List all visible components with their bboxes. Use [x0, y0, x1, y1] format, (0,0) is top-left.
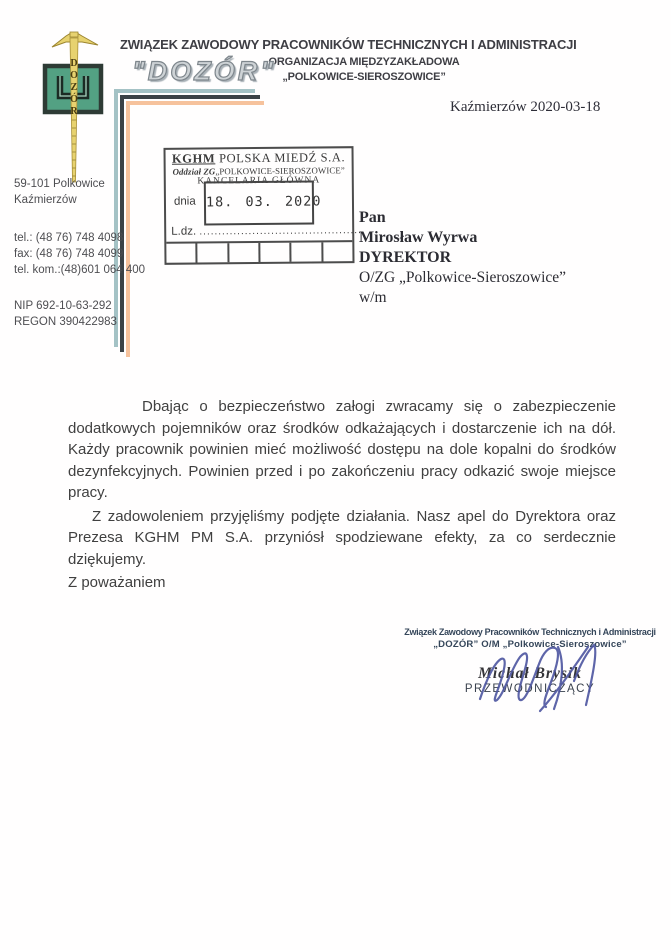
stamp-division-rest: „POLKOWICE-SIEROSZOWICE”: [215, 165, 345, 177]
stamp-ref-cell: [229, 243, 260, 262]
contact-info-block: [14, 177, 145, 330]
logo-letter: D: [70, 58, 78, 69]
stamp-division-italic: Oddział ZG: [172, 166, 216, 177]
phone-line: tel.: (48 76) 748 4098: [14, 232, 124, 244]
regon-line: REGON 390422983: [14, 316, 117, 328]
stamp-ref-cell: [323, 242, 352, 261]
mobile-line: tel. kom.:(48)601 064 400: [14, 264, 146, 276]
stamp-ldz-dots: ...........................................: [199, 225, 362, 238]
stamp-ldz-line: [171, 224, 362, 238]
address-line1: 59-101 Polkowice: [14, 178, 105, 190]
stamp-date-box: [204, 181, 322, 226]
signature-stamp-line1: Związek Zawodowy Pracowników Technicznych i Administracji: [404, 627, 656, 637]
stamp-ref-cell: [198, 243, 229, 262]
handwritten-signature-icon: [470, 639, 610, 719]
logo-letter: Z: [70, 82, 78, 93]
body-paragraph-2: Z zadowoleniem przyjęliśmy podjęte działania. Nasz apel do Dyrektora oraz Prezesa KGHM PM S.A. przyniósł spodziewane efekty, za co serdecznie dziękujemy.: [68, 507, 616, 568]
recipient-org: O/ZG „Polkowice-Sieroszowice”: [359, 269, 567, 286]
recipient-name: Mirosław Wyrwa: [359, 229, 478, 246]
stamp-ldz-label: L.dz.: [171, 225, 197, 238]
date-place-line: Kaźmierzów 2020-03-18: [450, 99, 601, 115]
recipient-block: [359, 208, 566, 308]
union-pick-logo-icon: [40, 30, 110, 188]
stamp-dnia-label: dnia: [173, 195, 196, 208]
recipient-location: w/m: [359, 289, 387, 306]
recipient-salutation: Pan: [359, 209, 386, 226]
closing-phrase: Z poważaniem: [68, 574, 166, 591]
stamp-company-bold: KGHM: [171, 151, 216, 166]
logo-letter: R: [70, 106, 78, 117]
logo-letter: Ó: [70, 94, 78, 105]
org-name-line1: ZWIĄZEK ZAWODOWY PRACOWNIKÓW TECHNICZNYCH I ADMINISTRACJI: [120, 37, 577, 52]
signature-stamp-line2: „DOZÓR” O/M „Polkowice-Sieroszowice”: [433, 639, 627, 650]
signature-block: [392, 627, 668, 695]
org-name-line3: „POLKOWICE-SIEROSZOWICE”: [282, 71, 446, 83]
dozor-wordmark: "DOZÓR": [132, 56, 277, 86]
stamp-company-rest: POLSKA MIEDŹ S.A.: [215, 150, 346, 166]
logo-letter: O: [70, 70, 78, 81]
stamp-ref-cell: [292, 242, 323, 261]
signer-name: Michał Brysik: [478, 665, 582, 682]
stamp-office-line: KANCELARIA GŁÓWNA: [197, 175, 321, 187]
nip-line: NIP 692-10-63-292: [14, 300, 112, 312]
signer-title: PRZEWODNICZĄCY: [464, 683, 596, 695]
address-line2: Kaźmierzów: [14, 194, 77, 206]
letter-body: [68, 396, 616, 596]
stamp-ref-cell: [166, 244, 197, 263]
recipient-title: DYREKTOR: [359, 249, 452, 266]
org-name-line2: ORGANIZACJA MIĘDZYZAKŁADOWA: [268, 56, 460, 68]
fax-line: fax: (48 76) 748 4099: [14, 248, 124, 260]
stamp-company-line: [166, 150, 352, 167]
stamp-date-value: 18. 03. 2020: [205, 193, 322, 211]
body-paragraph-1: Dbając o bezpieczeństwo załogi zwracamy się o zabezpieczenie dodatkowych pojemników oraz środków odkażających i dostarczenie ich na dół. Każdy pracownik powinien mieć możliwość dostępu na dole kopalni do środków dezynfekcyjnych. Powinien przed i po zakończeniu pracy odkazić swoje miejsce pracy.: [68, 398, 616, 501]
stamp-reference-cells: [166, 240, 352, 263]
registry-stamp: [163, 146, 362, 265]
stamp-ref-cell: [260, 243, 291, 262]
